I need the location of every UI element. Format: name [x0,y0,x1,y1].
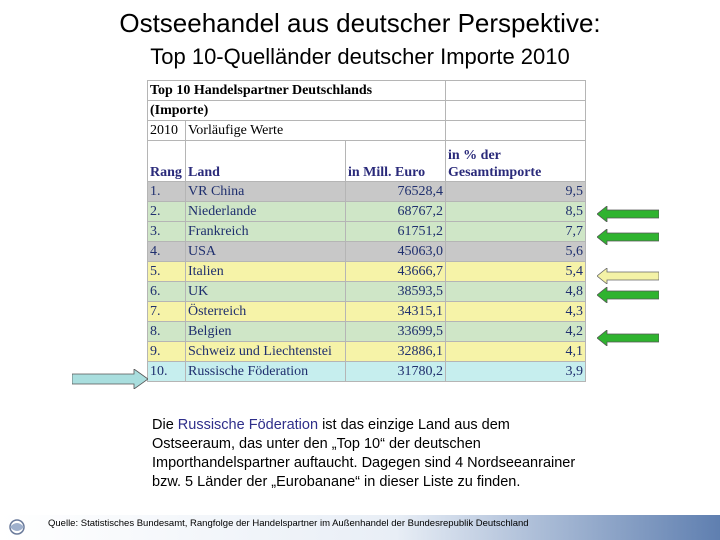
source-footer: Quelle: Statistisches Bundesamt, Rangfolge der Handelspartner im Außenhandel der Bundesrepublik Deutschland [48,518,529,529]
table-row [148,242,586,262]
row-country: VR China [186,182,346,202]
table-row [148,202,586,222]
col-header-rank: Rang [148,141,186,182]
row-rank: 8. [148,322,186,342]
table-heading-2: (Importe) [148,101,446,121]
green-arrow-icon [597,330,659,346]
row-value: 61751,2 [346,222,446,242]
note-highlight: Russische Föderation [177,417,319,433]
row-rank: 3. [148,222,186,242]
row-country: USA [186,242,346,262]
row-rank: 5. [148,262,186,282]
row-value: 43666,7 [346,262,446,282]
row-country: Italien [186,262,346,282]
row-share: 7,7 [446,222,586,242]
note-post: ist das einzige Land aus dem Ostseeraum, das unter den „Top 10“ der deutschen Importhandelspartner auftaucht. Dagegen sind 4 Nordseeanrainer bzw. 5 Länder der „Eurobanane“ in dieser Liste zu finden. [152,417,576,490]
green-arrow-icon [597,287,659,303]
row-rank: 7. [148,302,186,322]
row-value: 32886,1 [346,342,446,362]
col-header-share-line2: Gesamtimporte [448,165,542,180]
table-row [148,182,586,202]
row-rank: 2. [148,202,186,222]
row-share: 4,3 [446,302,586,322]
row-share: 4,8 [446,282,586,302]
row-country: Russische Föderation [186,362,346,382]
explanation-text [152,416,582,492]
logo-icon [6,517,28,537]
table-heading-1: Top 10 Handelspartner Deutschlands [148,81,446,101]
table-row [148,262,586,282]
row-country: Frankreich [186,222,346,242]
col-header-value: in Mill. Euro [346,141,446,182]
col-header-share-line1: in % der [448,148,501,163]
table-row [148,362,586,382]
import-partners-table [147,80,586,382]
row-share: 4,2 [446,322,586,342]
row-rank: 6. [148,282,186,302]
slide-title: Ostseehandel aus deutscher Perspektive: [119,8,601,38]
col-header-share [446,141,586,182]
row-share: 4,1 [446,342,586,362]
row-value: 38593,5 [346,282,446,302]
yellow-arrow-icon [597,268,659,284]
row-country: UK [186,282,346,302]
green-arrow-icon [597,229,659,245]
row-rank: 9. [148,342,186,362]
cyan-arrow-icon [72,369,148,389]
table-year-note: Vorläufige Werte [186,121,446,141]
row-share: 8,5 [446,202,586,222]
table-row [148,282,586,302]
col-header-country: Land [186,141,346,182]
row-rank: 1. [148,182,186,202]
row-rank: 4. [148,242,186,262]
row-value: 31780,2 [346,362,446,382]
row-share: 3,9 [446,362,586,382]
table-row [148,302,586,322]
row-country: Schweiz und Liechtenstei [186,342,346,362]
row-country: Belgien [186,322,346,342]
row-rank: 10. [148,362,186,382]
row-share: 5,6 [446,242,586,262]
note-pre: Die [152,417,178,433]
table-row [148,322,586,342]
row-country: Österreich [186,302,346,322]
row-value: 33699,5 [346,322,446,342]
row-share: 5,4 [446,262,586,282]
row-value: 76528,4 [346,182,446,202]
row-share: 9,5 [446,182,586,202]
row-country: Niederlande [186,202,346,222]
row-value: 34315,1 [346,302,446,322]
table-row [148,222,586,242]
slide-subtitle: Top 10-Quelländer deutscher Importe 2010 [150,44,570,69]
table-row [148,342,586,362]
table-year: 2010 [148,121,186,141]
row-value: 45063,0 [346,242,446,262]
green-arrow-icon [597,206,659,222]
row-value: 68767,2 [346,202,446,222]
